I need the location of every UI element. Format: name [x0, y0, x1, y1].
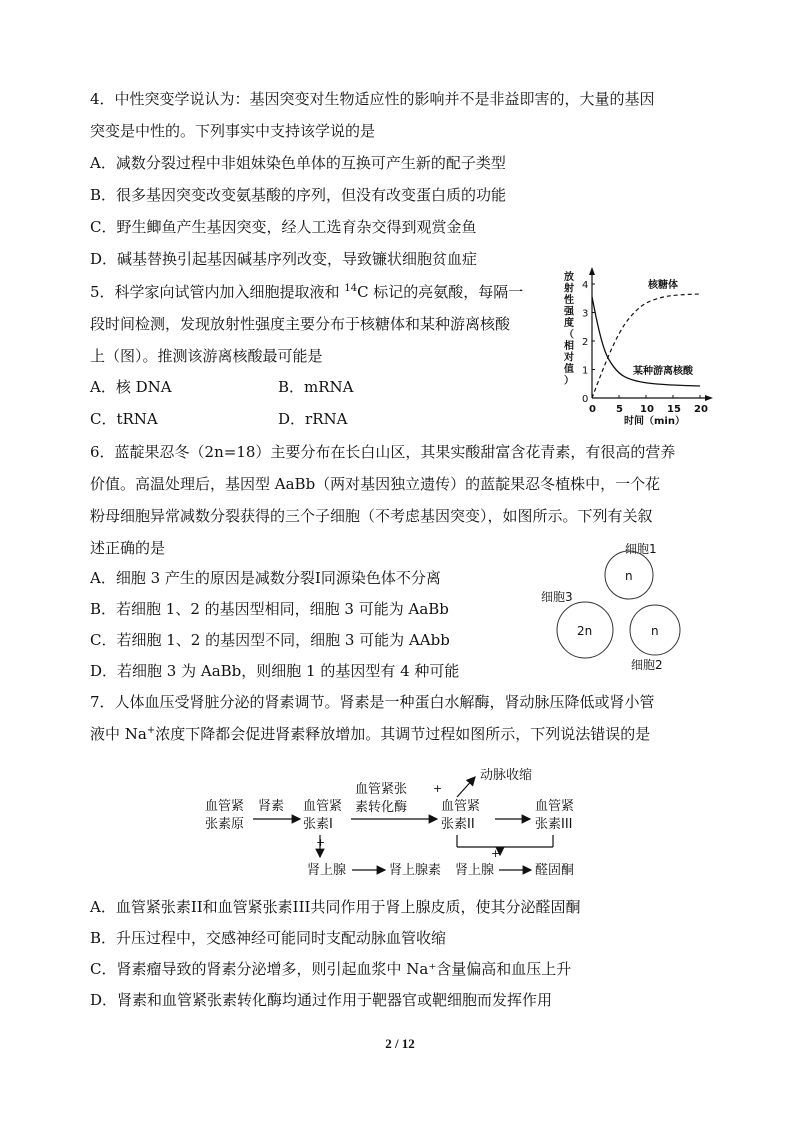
q5-stem-line-2: 段时间检测，发现放射性强度主要分布于核糖体和某种游离核酸: [90, 315, 511, 333]
q5-ytick-label: 3: [582, 308, 589, 320]
q5-option-d: D．rRNA: [278, 410, 348, 428]
q7-ace-2: 素转化酶: [355, 800, 408, 815]
q5-option-a: A．核 DNA: [90, 378, 172, 396]
q5-isotope-superscript: 14: [344, 283, 358, 294]
q5-ylabel-char: 度: [564, 318, 574, 329]
q5-ytick-label: 4: [582, 280, 589, 291]
q6-cells-figure: [535, 535, 705, 675]
page-number: 2 / 12: [385, 1036, 415, 1051]
q5-ylabel-char: 性: [564, 295, 574, 306]
q6-stem-line-1: 6．蓝靛果忍冬（2n=18）主要分布在长白山区，其果实酸甜富含花青素，有很高的营养: [90, 443, 676, 461]
q5-ylabel-char: （: [564, 329, 574, 341]
q7-stem-part-a: 液中 Na: [90, 725, 147, 743]
q4-option-c: C．野生鲫鱼产生基因突变，经人工选育杂交得到观赏金鱼: [90, 218, 477, 236]
q7-adrenal-hormone: 肾上腺素: [389, 863, 442, 878]
q7-ang2-1: 血管紧: [441, 799, 481, 814]
q7-na-superscript: +: [146, 725, 156, 736]
q6-option-b: B．若细胞 1、2 的基因型相同，细胞 3 可能为 AaBb: [90, 600, 449, 618]
q6-stem-line-3: 粉母细胞异常减数分裂获得的三个子细胞（不考虑基因突变），如图所示。下列有关叙: [90, 507, 653, 525]
q7-option-a: A．血管紧张素II和血管紧张素III共同作用于肾上腺皮质，使其分泌醛固酮: [90, 898, 581, 916]
q5-ylabel-char: 相: [564, 341, 574, 352]
q5-ytick-label: 1: [582, 365, 589, 377]
q7-regulation-diagram: [195, 755, 615, 885]
q7-ang3-2: 张素III: [535, 817, 573, 832]
q5-option-b: B．mRNA: [278, 378, 354, 396]
q7-option-b: B．升压过程中，交感神经可能同时支配动脉血管收缩: [90, 929, 447, 947]
q7-ang2-2: 张素II: [441, 817, 475, 832]
q6-option-d: D．若细胞 3 为 AaBb，则细胞 1 的基因型有 4 种可能: [90, 662, 460, 680]
q5-stem-line-1: [90, 281, 523, 303]
q5-label-ribosome: 核糖体: [648, 280, 678, 291]
q4-option-d: D．碱基替换引起基因碱基序列改变，导致镰状细胞贫血症: [90, 250, 478, 268]
q5-ylabel-char: 射: [564, 283, 574, 295]
q4-stem-line-1: 4．中性突变学说认为：基因突变对生物适应性的影响并不是非益即害的，大量的基因: [90, 90, 655, 108]
q5-xtick-label: 10: [640, 404, 654, 415]
q7-renin: 肾素: [258, 799, 285, 814]
q7-arrow-artery: [457, 777, 475, 797]
q6-option-c: C．若细胞 1、2 的基因型不同，细胞 3 可能为 AAbb: [90, 631, 450, 649]
q5-xtick-label: 0: [589, 404, 596, 415]
q7-ace-1: 血管紧张: [355, 782, 408, 797]
q5-ylabel-char: 强: [564, 306, 574, 318]
q4-option-a: A．减数分裂过程中非姐妹染色单体的互换可产生新的配子类型: [90, 154, 506, 172]
q5-stem-line-3: 上（图）。推测该游离核酸最可能是: [90, 347, 323, 365]
q7-option-d: D．肾素和血管紧张素转化酶均通过作用于靶器官或靶细胞而发挥作用: [90, 991, 553, 1009]
q5-ylabel-char: 放: [564, 272, 574, 283]
q7-ang1-1: 血管紧: [303, 799, 343, 814]
q5-chart-x-arrow: [705, 395, 713, 401]
q7-ang1-2: 张素I: [303, 817, 333, 832]
q7-plus-adrenal-2: +: [491, 847, 501, 860]
q7-artery-contraction: 动脉收缩: [480, 768, 533, 783]
q6-cell3-ploidy: 2n: [577, 624, 593, 638]
q7-plus-adrenal: +: [316, 836, 326, 849]
q7-plus-artery: +: [433, 782, 443, 795]
q6-stem-line-4: 述正确的是: [90, 539, 166, 557]
q7-option-c: C．肾素瘤导致的肾素分泌增多，则引起血浆中 Na⁺含量偏高和血压上升: [90, 960, 572, 978]
q5-stem-part-b: C 标记的亮氨酸，每隔一: [357, 283, 524, 301]
q7-stem-line-1: 7．人体血压受肾脏分泌的肾素调节。肾素是一种蛋白水解酶，肾动脉压降低或肾小管: [90, 693, 655, 711]
q5-stem-part-a: 5．科学家向试管内加入细胞提取液和: [90, 283, 345, 301]
q5-xtick-label: 20: [694, 404, 708, 415]
q6-option-a: A．细胞 3 产生的原因是减数分裂I同源染色体不分离: [90, 569, 441, 587]
q5-xtick-label: 5: [616, 404, 623, 415]
q7-stem-line-2: [90, 723, 650, 745]
q5-chart-y-arrow: [589, 267, 595, 275]
q5-chart-ylabel: [563, 270, 575, 387]
q6-cell3-label: 细胞3: [541, 590, 573, 604]
q5-label-nucleic-acid: 某种游离核酸: [633, 366, 693, 377]
q7-ang3-1: 血管紧: [535, 799, 575, 814]
q7-stem-part-b: 浓度下降都会促进肾素释放增加。其调节过程如图所示，下列说法错误的是: [155, 725, 651, 743]
q6-cell2-ploidy: n: [651, 624, 659, 638]
q6-stem-line-2: 价值。高温处理后，基因型 AaBb（两对基因独立遗传）的蓝靛果忍冬植株中，一个花: [90, 475, 661, 493]
q6-cell1-label: 细胞1: [625, 542, 657, 556]
q5-ylabel-char: 对: [564, 352, 574, 364]
q5-ylabel-char: 值: [564, 364, 574, 375]
q5-chart-xlabel: 时间（min）: [624, 416, 685, 427]
q4-stem-line-2: 突变是中性的。下列事实中支持该学说的是: [90, 122, 376, 140]
q4-option-b: B．很多基因突变改变氨基酸的序列，但没有改变蛋白质的功能: [90, 186, 507, 204]
q7-adrenal-1: 肾上腺: [307, 863, 347, 878]
q7-angiotensinogen-2: 张素原: [205, 817, 245, 832]
q7-adrenal-2: 肾上腺: [455, 863, 495, 878]
q5-ylabel-char: ）: [564, 375, 574, 387]
q7-angiotensinogen-1: 血管紧: [205, 799, 245, 814]
q5-xtick-label: 15: [667, 404, 681, 415]
q5-chart-yticks: [582, 280, 595, 405]
q5-ytick-label: 0: [582, 394, 589, 405]
q7-aldosterone: 醛固酮: [535, 863, 575, 878]
q6-cell2-label: 细胞2: [631, 658, 663, 672]
q5-ytick-label: 2: [582, 337, 589, 348]
q5-radioactivity-chart: [558, 262, 718, 432]
q5-option-c: C．tRNA: [90, 410, 158, 428]
q6-cell1-ploidy: n: [625, 569, 633, 583]
